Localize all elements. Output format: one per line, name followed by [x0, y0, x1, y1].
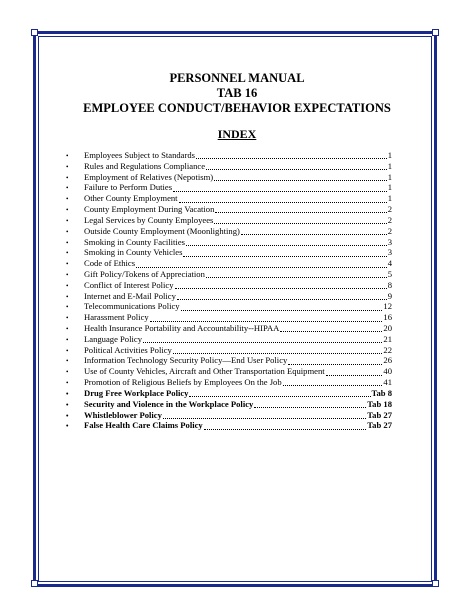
index-entry-label: Whistleblower Policy: [84, 409, 162, 420]
index-entry: [66, 237, 392, 248]
dot-leader: [163, 411, 366, 419]
index-entry-page: 20: [383, 323, 392, 333]
index-entry-page: 5: [387, 268, 392, 279]
index-entry: [66, 334, 392, 345]
bullet-icon: •: [66, 368, 69, 377]
index-entry: [66, 161, 392, 172]
index-entry: [66, 182, 392, 193]
index-entry-page: 40: [383, 366, 392, 377]
bullet-icon: •: [66, 195, 69, 204]
index-list: [66, 150, 392, 431]
index-entry: [66, 215, 392, 226]
index-entry-page: Tab 8: [371, 387, 392, 398]
bullet-icon: •: [66, 206, 69, 215]
bullet-icon: •: [66, 152, 69, 160]
border-corner-top-right: [432, 29, 439, 36]
bullet-icon: •: [66, 411, 69, 420]
dot-leader: [143, 335, 382, 343]
index-entry-label: Smoking in County Vehicles: [84, 247, 183, 258]
index-entry-label: Legal Services by County Employees: [84, 214, 214, 225]
dot-leader: [136, 260, 387, 268]
index-entry: [66, 345, 392, 356]
index-entry-page: 41: [383, 377, 392, 388]
index-entry-page: Tab 27: [367, 420, 392, 431]
index-entry: [66, 226, 392, 237]
index-entry-label: Conflict of Interest Policy: [84, 279, 174, 290]
dot-leader: [280, 324, 382, 332]
bullet-icon: •: [66, 216, 69, 225]
index-entry-page: 21: [383, 333, 392, 344]
index-entry: [66, 355, 392, 366]
bullet-icon: •: [66, 281, 69, 290]
index-entry-label: Internet and E-Mail Policy: [84, 290, 176, 301]
index-entry-page: 3: [387, 236, 392, 247]
index-entry-page: 2: [387, 214, 392, 225]
dot-leader: [283, 378, 383, 386]
index-entry: [66, 399, 392, 410]
bullet-icon: •: [66, 173, 69, 182]
index-entry: [66, 312, 392, 323]
index-entry-label: Health Insurance Portability and Accountability--HIPAA: [84, 323, 280, 333]
border-corner-bottom-left: [31, 580, 38, 587]
index-entry-label: Employment of Relatives (Nepotism): [84, 171, 214, 182]
bullet-icon: •: [66, 270, 69, 279]
index-entry: [66, 258, 392, 269]
index-entry-page: Tab 18: [367, 398, 392, 409]
index-entry-page: 2: [387, 225, 392, 236]
dot-leader: [326, 368, 383, 376]
index-entry-label: False Health Care Claims Policy: [84, 420, 203, 431]
bullet-icon: •: [66, 379, 69, 388]
dot-leader: [186, 238, 387, 246]
bullet-icon: •: [66, 238, 69, 247]
bullet-icon: •: [66, 162, 69, 171]
tab-number: TAB 16: [216, 86, 258, 100]
index-entry-label: Language Policy: [84, 333, 142, 344]
index-entry-label: Smoking in County Facilities: [84, 236, 185, 247]
index-entry: [66, 172, 392, 183]
bullet-icon: •: [66, 346, 69, 355]
index-entry-page: 1: [387, 160, 392, 171]
index-entry: [66, 280, 392, 291]
index-entry: [66, 193, 392, 204]
border-corner-top-left: [31, 29, 38, 36]
index-entry-page: 12: [383, 301, 392, 312]
bullet-icon: •: [66, 184, 69, 193]
index-entry: [66, 366, 392, 377]
index-entry-page: 22: [383, 344, 392, 355]
index-entry: [66, 247, 392, 258]
bullet-icon: •: [66, 227, 69, 236]
dot-leader: [241, 227, 387, 235]
index-entry-page: 16: [383, 312, 392, 323]
index-entry: [66, 204, 392, 215]
index-entry-page: 1: [387, 193, 392, 204]
index-entry-label: Information Technology Security Policy—End User Policy: [84, 355, 288, 366]
dot-leader: [206, 270, 387, 278]
index-entry-label: Failure to Perform Duties: [84, 182, 173, 193]
index-entry-page: 1: [387, 150, 392, 160]
index-entry-page: Tab 27: [367, 409, 392, 420]
bullet-icon: •: [66, 389, 69, 398]
dot-leader: [181, 303, 383, 311]
index-entry: [66, 150, 392, 161]
bullet-icon: •: [66, 325, 69, 333]
section-title: EMPLOYEE CONDUCT/BEHAVIOR EXPECTATIONS: [83, 101, 391, 115]
bullet-icon: •: [66, 292, 69, 301]
index-entry-label: Code of Ethics: [84, 258, 136, 269]
manual-title: PERSONNEL MANUAL: [169, 71, 305, 85]
dot-leader: [183, 249, 386, 257]
index-entry-label: Outside County Employment (Moonlighting): [84, 225, 240, 236]
border-corner-bottom-right: [432, 580, 439, 587]
index-entry-label: Political Activities Policy: [84, 344, 172, 355]
index-entry-label: Security and Violence in the Workplace Policy: [84, 398, 254, 409]
dot-leader: [214, 216, 386, 224]
dot-leader: [179, 195, 387, 203]
index-entry: [66, 377, 392, 388]
bullet-icon: •: [66, 335, 69, 344]
dot-leader: [177, 292, 387, 300]
dot-leader: [173, 184, 387, 192]
index-entry: [66, 301, 392, 312]
bullet-icon: •: [66, 260, 69, 269]
index-entry-page: 1: [387, 182, 392, 193]
index-entry: [66, 420, 392, 431]
dot-leader: [175, 281, 387, 289]
dot-leader: [206, 162, 387, 170]
index-entry-label: Promotion of Religious Beliefs by Employees On the Job: [84, 377, 282, 388]
dot-leader: [173, 346, 383, 354]
index-entry-label: Rules and Regulations Compliance: [84, 160, 206, 171]
index-entry-label: Telecommunications Policy: [84, 301, 180, 312]
bullet-icon: •: [66, 303, 69, 312]
index-entry-page: 9: [387, 290, 392, 301]
bullet-icon: •: [66, 357, 69, 366]
index-entry-page: 1: [387, 171, 392, 182]
bullet-icon: •: [66, 314, 69, 323]
index-entry-label: Gift Policy/Tokens of Appreciation: [84, 268, 205, 279]
index-entry-page: 2: [387, 204, 392, 215]
dot-leader: [150, 314, 383, 322]
dot-leader: [254, 400, 366, 408]
index-entry-label: County Employment During Vacation: [84, 204, 215, 215]
index-entry: [66, 269, 392, 280]
index-entry-label: Employees Subject to Standards: [84, 150, 195, 160]
index-entry: [66, 291, 392, 302]
index-entry-page: 3: [387, 247, 392, 258]
dot-leader: [214, 173, 387, 181]
index-entry-page: 8: [387, 279, 392, 290]
index-entry: [66, 388, 392, 399]
dot-leader: [215, 205, 386, 213]
index-entry-label: Other County Employment: [84, 193, 178, 204]
index-entry-label: Harassment Policy: [84, 312, 149, 323]
index-entry-page: 26: [383, 355, 392, 366]
index-entry-label: Use of County Vehicles, Aircraft and Other Transportation Equipment: [84, 366, 325, 377]
bullet-icon: •: [66, 400, 69, 409]
index-heading: INDEX: [217, 127, 257, 141]
index-entry: [66, 323, 392, 334]
dot-leader: [204, 422, 367, 430]
dot-leader: [196, 151, 387, 159]
index-entry: [66, 410, 392, 421]
dot-leader: [288, 357, 382, 365]
bullet-icon: •: [66, 249, 69, 258]
dot-leader: [189, 389, 370, 397]
index-entry-page: 4: [387, 258, 392, 269]
bullet-icon: •: [66, 422, 69, 431]
index-entry-label: Drug Free Workplace Policy: [84, 387, 189, 398]
